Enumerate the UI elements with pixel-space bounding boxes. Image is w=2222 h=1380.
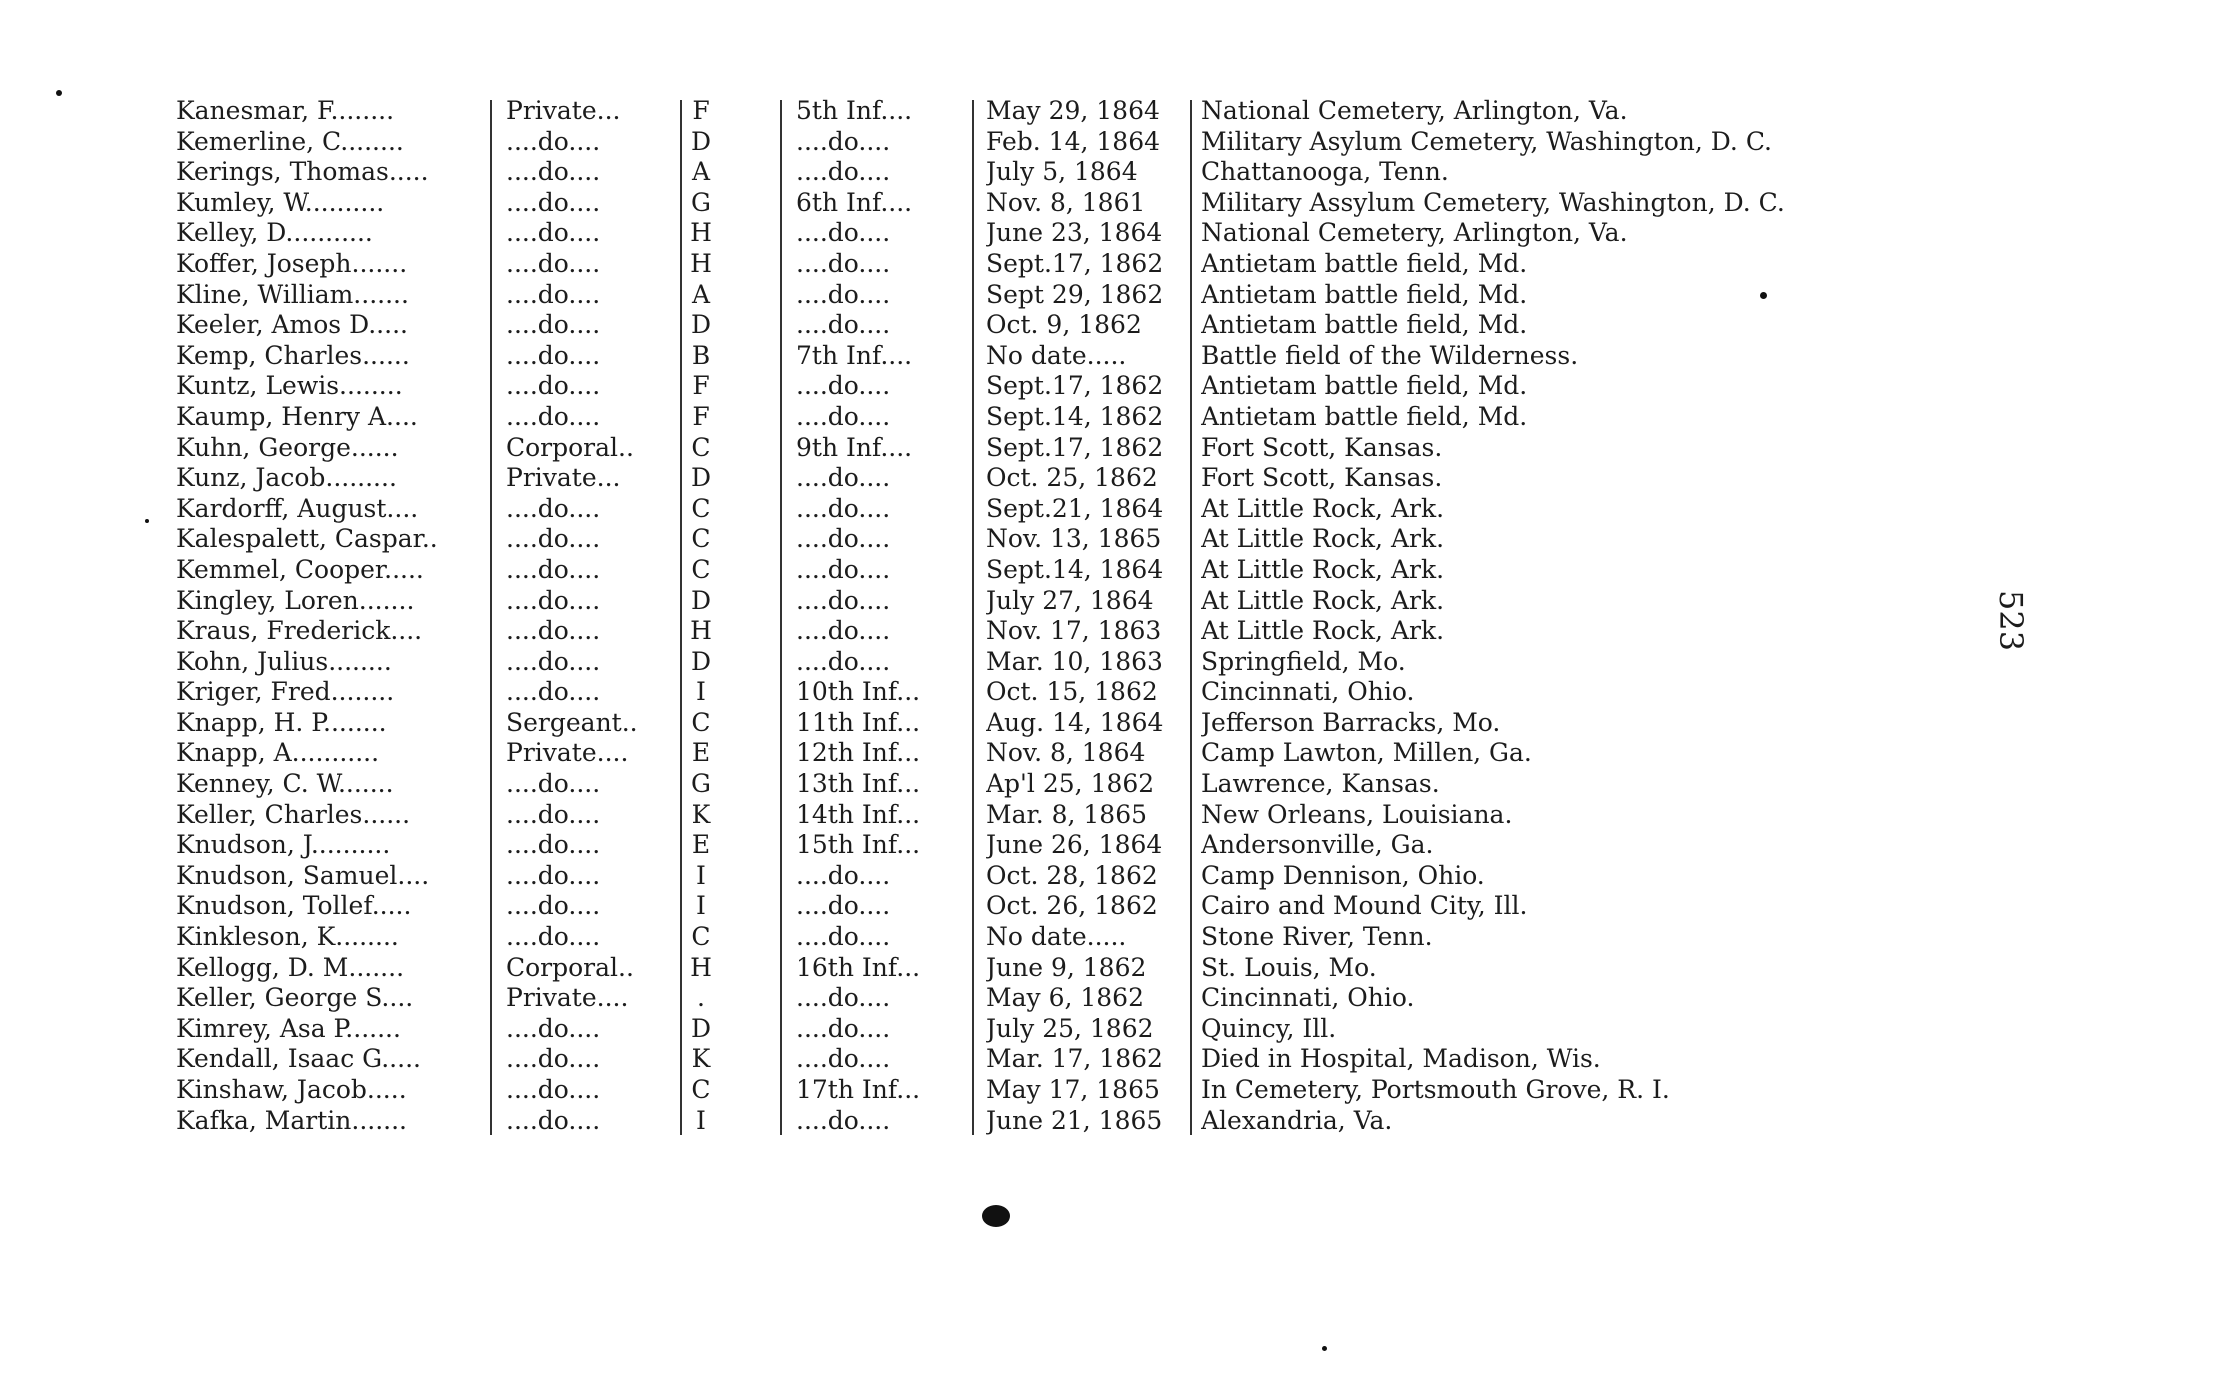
place-of-burial: Fort Scott, Kansas.	[1201, 432, 1443, 462]
place-of-burial: At Little Rock, Ark.	[1201, 524, 1445, 554]
date-of-death: Nov. 13, 1865	[986, 524, 1162, 554]
table-row	[176, 127, 1876, 158]
place-of-burial: Cincinnati, Ohio.	[1201, 677, 1415, 707]
table-row	[176, 891, 1876, 922]
place-of-burial: New Orleans, Louisiana.	[1201, 799, 1513, 829]
date-of-death: Oct. 15, 1862	[986, 677, 1158, 707]
rank: ....do....	[506, 310, 601, 340]
rank: ....do....	[506, 554, 601, 584]
soldier-name: Kimrey, Asa P.......	[176, 1013, 401, 1043]
company: F	[692, 96, 710, 125]
date-of-death: May 17, 1865	[986, 1075, 1160, 1104]
place-of-burial: Antietam battle field, Md.	[1201, 401, 1528, 431]
regiment: ....do....	[796, 922, 891, 952]
soldier-name: Kumley, W..........	[176, 187, 385, 217]
place-of-burial: Military Asylum Cemetery, Washington, D. C.	[1201, 126, 1773, 156]
regiment: ....do....	[796, 248, 891, 278]
regiment: ....do....	[796, 585, 891, 615]
rank: ....do....	[506, 340, 601, 370]
company: C	[691, 554, 711, 584]
date-of-death: June 9, 1862	[986, 952, 1147, 982]
soldier-name: Keller, Charles......	[176, 799, 411, 829]
regiment: ....do....	[796, 983, 891, 1013]
soldier-name: Knudson, Samuel....	[176, 860, 430, 890]
table-row	[176, 371, 1876, 402]
soldier-name: Kohn, Julius........	[176, 646, 392, 676]
rank: ....do....	[506, 891, 601, 921]
company: C	[691, 493, 711, 523]
regiment: ....do....	[796, 218, 891, 248]
date-of-death: Oct. 28, 1862	[986, 860, 1158, 890]
place-of-burial: At Little Rock, Ark.	[1201, 554, 1445, 584]
date-of-death: Sept.21, 1864	[986, 493, 1164, 523]
date-of-death: Nov. 8, 1861	[986, 187, 1146, 217]
rank: ....do....	[506, 157, 601, 187]
soldier-name: Kanesmar, F........	[176, 96, 395, 125]
company: D	[690, 585, 712, 615]
soldier-name: Kemp, Charles......	[176, 340, 410, 370]
regiment: ....do....	[796, 891, 891, 921]
company: I	[696, 891, 706, 921]
date-of-death: Oct. 26, 1862	[986, 891, 1158, 921]
place-of-burial: Alexandria, Va.	[1201, 1105, 1393, 1135]
place-of-burial: Antietam battle field, Md.	[1201, 310, 1528, 340]
soldier-name: Kelley, D...........	[176, 218, 373, 248]
rank: ....do....	[506, 524, 601, 554]
company: K	[691, 1044, 711, 1074]
company: H	[690, 248, 712, 278]
date-of-death: Oct. 25, 1862	[986, 463, 1158, 493]
table-row	[176, 677, 1876, 708]
table-row	[176, 769, 1876, 800]
regiment: 7th Inf....	[796, 340, 913, 370]
table-row	[176, 402, 1876, 433]
rank: ....do....	[506, 218, 601, 248]
rank: ....do....	[506, 371, 601, 401]
place-of-burial: Andersonville, Ga.	[1201, 830, 1434, 860]
date-of-death: Nov. 8, 1864	[986, 738, 1146, 768]
company: H	[690, 616, 712, 646]
table-row	[176, 433, 1876, 464]
date-of-death: Mar. 8, 1865	[986, 799, 1148, 829]
place-of-burial: Cairo and Mound City, Ill.	[1201, 891, 1528, 921]
ink-blot	[982, 1205, 1010, 1227]
table-row	[176, 616, 1876, 647]
ink-speck	[56, 90, 62, 96]
place-of-burial: Stone River, Tenn.	[1201, 922, 1433, 952]
rank: ....do....	[506, 1013, 601, 1043]
regiment: ....do....	[796, 279, 891, 309]
table-row	[176, 1075, 1876, 1106]
place-of-burial: Chattanooga, Tenn.	[1201, 157, 1449, 187]
regiment: ....do....	[796, 1044, 891, 1074]
date-of-death: June 26, 1864	[986, 830, 1163, 860]
soldier-name: Kardorff, August....	[176, 493, 419, 523]
table-row	[176, 953, 1876, 984]
rank: ....do....	[506, 860, 601, 890]
date-of-death: Sept.17, 1862	[986, 371, 1164, 401]
table-row	[176, 96, 1876, 127]
rank: ....do....	[506, 401, 601, 431]
date-of-death: No date.....	[986, 922, 1127, 952]
place-of-burial: Antietam battle field, Md.	[1201, 248, 1528, 278]
soldier-name: Koffer, Joseph.......	[176, 248, 408, 278]
date-of-death: July 27, 1864	[986, 585, 1154, 615]
company: C	[691, 524, 711, 554]
table-row	[176, 922, 1876, 953]
date-of-death: Sept.14, 1862	[986, 401, 1164, 431]
table-row	[176, 800, 1876, 831]
company: A	[691, 157, 711, 187]
soldier-name: Keeler, Amos D.....	[176, 310, 408, 340]
table-row	[176, 524, 1876, 555]
rank: ....do....	[506, 248, 601, 278]
rank: ....do....	[506, 799, 601, 829]
place-of-burial: In Cemetery, Portsmouth Grove, R. I.	[1201, 1075, 1670, 1104]
regiment: ....do....	[796, 126, 891, 156]
table-row	[176, 249, 1876, 280]
place-of-burial: National Cemetery, Arlington, Va.	[1201, 96, 1628, 125]
regiment: ....do....	[796, 1013, 891, 1043]
soldier-name: Kellogg, D. M.......	[176, 952, 405, 982]
company: G	[691, 187, 711, 217]
soldier-name: Kriger, Fred........	[176, 677, 395, 707]
company: H	[690, 952, 712, 982]
place-of-burial: St. Louis, Mo.	[1201, 952, 1377, 982]
soldier-name: Kaump, Henry A....	[176, 401, 418, 431]
soldier-name: Knudson, Tollef.....	[176, 891, 412, 921]
rank: ....do....	[506, 493, 601, 523]
company: E	[691, 738, 711, 768]
table-row	[176, 708, 1876, 739]
regiment: ....do....	[796, 554, 891, 584]
regiment: 16th Inf...	[796, 952, 921, 982]
place-of-burial: Quincy, Ill.	[1201, 1013, 1337, 1043]
table-row	[176, 647, 1876, 678]
rank: Private...	[506, 96, 621, 125]
place-of-burial: Camp Dennison, Ohio.	[1201, 860, 1485, 890]
place-of-burial: Antietam battle field, Md.	[1201, 279, 1528, 309]
date-of-death: July 5, 1864	[986, 157, 1138, 187]
date-of-death: No date.....	[986, 340, 1127, 370]
place-of-burial: At Little Rock, Ark.	[1201, 616, 1445, 646]
company: C	[691, 707, 711, 737]
regiment: 6th Inf....	[796, 187, 913, 217]
rank: ....do....	[506, 646, 601, 676]
regiment: ....do....	[796, 1105, 891, 1135]
company: D	[690, 126, 712, 156]
date-of-death: Feb. 14, 1864	[986, 126, 1160, 156]
regiment: 12th Inf...	[796, 738, 921, 768]
rank: ....do....	[506, 1105, 601, 1135]
rank: ....do....	[506, 126, 601, 156]
place-of-burial: Jefferson Barracks, Mo.	[1201, 707, 1501, 737]
company: F	[692, 401, 710, 431]
regiment: 14th Inf...	[796, 799, 921, 829]
soldier-name: Kendall, Isaac G.....	[176, 1044, 421, 1074]
table-row	[176, 738, 1876, 769]
date-of-death: Mar. 10, 1863	[986, 646, 1163, 676]
date-of-death: Mar. 17, 1862	[986, 1044, 1163, 1074]
date-of-death: Sept.17, 1862	[986, 432, 1164, 462]
table-row	[176, 218, 1876, 249]
table-row	[176, 310, 1876, 341]
soldier-name: Kinshaw, Jacob.....	[176, 1075, 407, 1104]
soldier-name: Kemerline, C........	[176, 126, 404, 156]
company: F	[692, 371, 710, 401]
soldier-name: Keller, George S....	[176, 983, 414, 1013]
place-of-burial: Military Assylum Cemetery, Washington, D. C.	[1201, 187, 1785, 217]
soldier-name: Kenney, C. W.......	[176, 769, 394, 799]
regiment: 9th Inf....	[796, 432, 913, 462]
date-of-death: June 23, 1864	[986, 218, 1163, 248]
company: D	[690, 646, 712, 676]
table-row	[176, 157, 1876, 188]
table-row	[176, 280, 1876, 311]
place-of-burial: At Little Rock, Ark.	[1201, 585, 1445, 615]
regiment: ....do....	[796, 646, 891, 676]
place-of-burial: Died in Hospital, Madison, Wis.	[1201, 1044, 1601, 1074]
company: C	[691, 432, 711, 462]
rank: ....do....	[506, 830, 601, 860]
company: B	[691, 340, 711, 370]
place-of-burial: Lawrence, Kansas.	[1201, 769, 1440, 799]
soldier-name: Knudson, J..........	[176, 830, 391, 860]
regiment: ....do....	[796, 524, 891, 554]
regiment: ....do....	[796, 860, 891, 890]
rank: Corporal..	[506, 952, 634, 982]
table-row	[176, 188, 1876, 219]
table-row	[176, 463, 1876, 494]
regiment: ....do....	[796, 493, 891, 523]
soldier-name: Kalespalett, Caspar..	[176, 524, 438, 554]
soldier-name: Kraus, Frederick....	[176, 616, 423, 646]
regiment: ....do....	[796, 371, 891, 401]
regiment: 17th Inf...	[796, 1075, 921, 1104]
rank: ....do....	[506, 1044, 601, 1074]
rank: ....do....	[506, 922, 601, 952]
soldier-name: Kafka, Martin.......	[176, 1105, 408, 1135]
date-of-death: May 29, 1864	[986, 96, 1160, 125]
rank: ....do....	[506, 187, 601, 217]
place-of-burial: Camp Lawton, Millen, Ga.	[1201, 738, 1532, 768]
company: D	[690, 1013, 712, 1043]
place-of-burial: Springfield, Mo.	[1201, 646, 1406, 676]
regiment: 11th Inf...	[796, 707, 921, 737]
soldier-name: Kline, William.......	[176, 279, 409, 309]
soldier-name: Kingley, Loren.......	[176, 585, 415, 615]
regiment: 5th Inf....	[796, 96, 913, 125]
table-row	[176, 983, 1876, 1014]
rank: Sergeant..	[506, 707, 638, 737]
regiment: 15th Inf...	[796, 830, 921, 860]
company: D	[690, 463, 712, 493]
company: C	[691, 922, 711, 952]
company: A	[691, 279, 711, 309]
soldier-name: Kuhn, George......	[176, 432, 399, 462]
ink-speck	[1322, 1346, 1327, 1351]
table-row	[176, 341, 1876, 372]
rank: Corporal..	[506, 432, 634, 462]
place-of-burial: National Cemetery, Arlington, Va.	[1201, 218, 1628, 248]
regiment: ....do....	[796, 463, 891, 493]
rank: Private....	[506, 738, 629, 768]
rank: ....do....	[506, 585, 601, 615]
date-of-death: July 25, 1862	[986, 1013, 1154, 1043]
table-row	[176, 830, 1876, 861]
company: I	[696, 1105, 706, 1135]
rank: Private...	[506, 463, 621, 493]
date-of-death: Oct. 9, 1862	[986, 310, 1142, 340]
soldier-name: Kinkleson, K........	[176, 922, 399, 952]
date-of-death: Nov. 17, 1863	[986, 616, 1162, 646]
rank: ....do....	[506, 616, 601, 646]
place-of-burial: Antietam battle field, Md.	[1201, 371, 1528, 401]
company: .	[697, 983, 705, 1013]
table-row	[176, 555, 1876, 586]
rank: Private....	[506, 983, 629, 1013]
ink-speck	[145, 519, 149, 523]
soldier-name: Kuntz, Lewis........	[176, 371, 403, 401]
table-row	[176, 1014, 1876, 1045]
place-of-burial: At Little Rock, Ark.	[1201, 493, 1445, 523]
date-of-death: Aug. 14, 1864	[986, 707, 1164, 737]
company: E	[691, 830, 711, 860]
place-of-burial: Battle field of the Wilderness.	[1201, 340, 1579, 370]
soldier-name: Knapp, H. P........	[176, 707, 387, 737]
date-of-death: Sept.14, 1864	[986, 554, 1164, 584]
rank: ....do....	[506, 1075, 601, 1104]
date-of-death: May 6, 1862	[986, 983, 1144, 1013]
regiment: ....do....	[796, 310, 891, 340]
soldier-name: Kerings, Thomas.....	[176, 157, 429, 187]
rank: ....do....	[506, 279, 601, 309]
table-row	[176, 861, 1876, 892]
soldier-name: Knapp, A...........	[176, 738, 380, 768]
company: I	[696, 860, 706, 890]
regiment: ....do....	[796, 616, 891, 646]
company: I	[696, 677, 706, 707]
rank: ....do....	[506, 769, 601, 799]
place-of-burial: Cincinnati, Ohio.	[1201, 983, 1415, 1013]
rank: ....do....	[506, 677, 601, 707]
company: D	[690, 310, 712, 340]
date-of-death: Sept 29, 1862	[986, 279, 1164, 309]
roster-table	[176, 96, 1876, 1136]
company: K	[691, 799, 711, 829]
date-of-death: Ap'l 25, 1862	[986, 769, 1155, 799]
table-row	[176, 1044, 1876, 1075]
date-of-death: Sept.17, 1862	[986, 248, 1164, 278]
soldier-name: Kemmel, Cooper.....	[176, 554, 424, 584]
regiment: ....do....	[796, 401, 891, 431]
date-of-death: June 21, 1865	[986, 1105, 1163, 1135]
company: H	[690, 218, 712, 248]
table-row	[176, 1106, 1876, 1137]
regiment: ....do....	[796, 157, 891, 187]
table-row	[176, 494, 1876, 525]
company: C	[691, 1075, 711, 1104]
table-row	[176, 586, 1876, 617]
page-number: 523	[1992, 590, 2030, 652]
ink-speck	[1760, 292, 1767, 299]
soldier-name: Kunz, Jacob.........	[176, 463, 397, 493]
regiment: 13th Inf...	[796, 769, 921, 799]
place-of-burial: Fort Scott, Kansas.	[1201, 463, 1443, 493]
regiment: 10th Inf...	[796, 677, 921, 707]
company: G	[691, 769, 711, 799]
